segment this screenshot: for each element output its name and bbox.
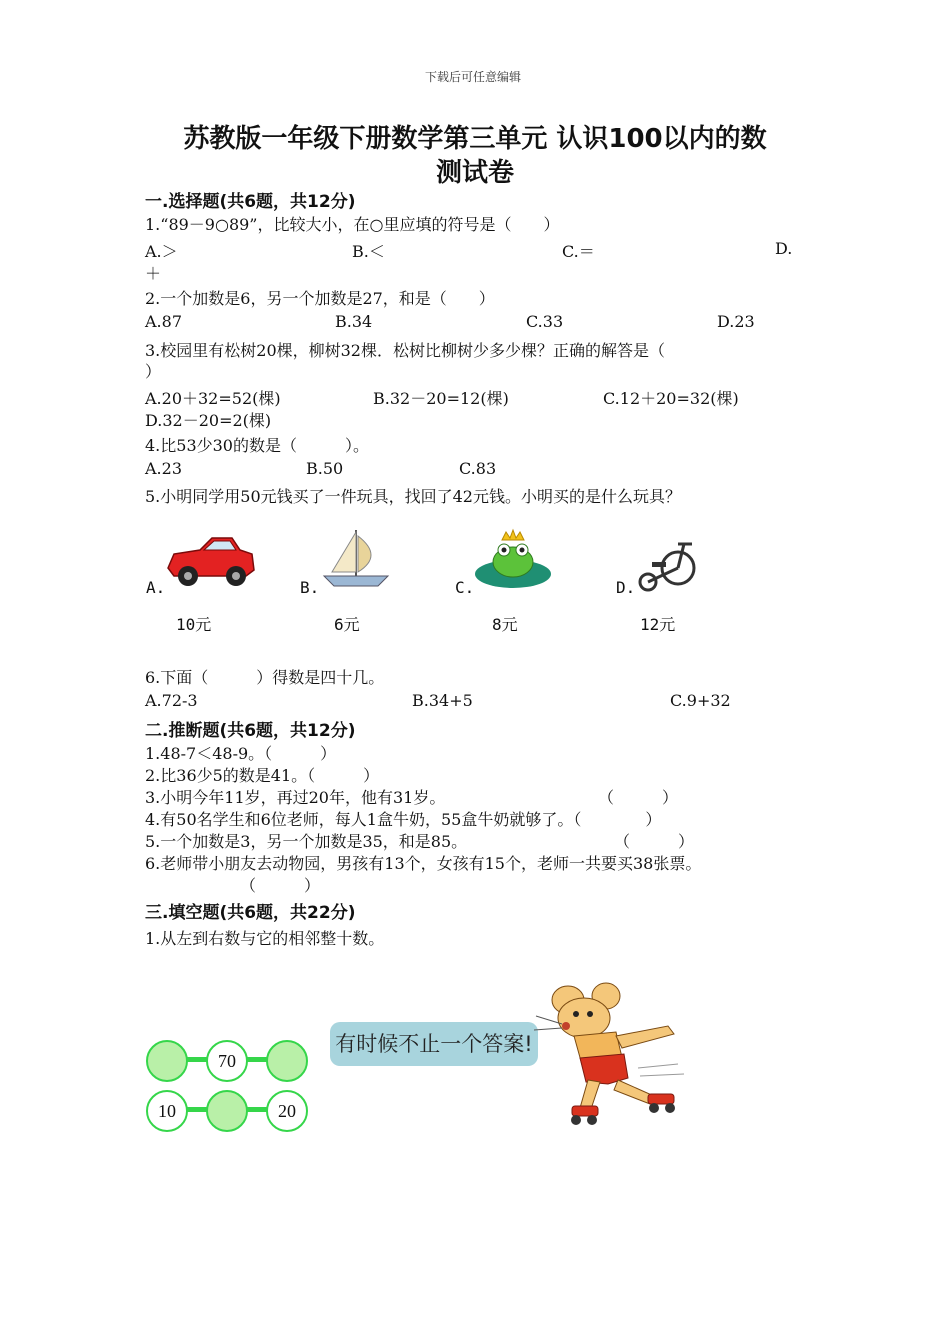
- q5-text: 5.小明同学用50元钱买了一件玩具，找回了42元钱。小明买的是什么玩具？: [145, 487, 681, 506]
- answer-circle-row1-left[interactable]: [146, 1040, 188, 1082]
- judge-item-4: 4.有50名学生和6位老师，每人1盒牛奶，55盒牛奶就够了。（ ）: [145, 810, 662, 829]
- page-title: 苏教版一年级下册数学第三单元 认识100以内的数: [183, 124, 767, 154]
- section2-title: 二.推断题(共6题，共12分): [145, 721, 356, 741]
- q5-item-b-label: B.: [300, 578, 320, 597]
- q6-option-b: B.34+5: [412, 691, 473, 710]
- q2-option-b: B.34: [335, 312, 373, 331]
- judge-item-3-paren: （ ）: [598, 788, 679, 807]
- number-circle-10: 10: [146, 1090, 188, 1132]
- q5-item-d-label: D.: [616, 578, 636, 597]
- q2-text: 2.一个加数是6，另一个加数是27，和是（ ）: [145, 289, 495, 308]
- q5-item-a-price: 10元: [176, 615, 212, 634]
- q5-item-c-label: C.: [455, 578, 475, 597]
- q1-option-c: C.＝: [562, 242, 595, 261]
- judge-item-6-paren: （ ）: [240, 876, 321, 895]
- q6-text: 6.下面（ ）得数是四十几。: [145, 668, 385, 687]
- judge-item-5: 5.一个加数是3，另一个加数是35，和是85。: [145, 832, 468, 851]
- q1-option-b: B.＜: [352, 242, 385, 261]
- answer-circle-row1-right[interactable]: [266, 1040, 308, 1082]
- q2-option-c: C.33: [526, 312, 564, 331]
- page-title-line2: 测试卷: [435, 158, 514, 188]
- header-note: 下载后可任意编辑: [425, 70, 522, 84]
- q2-option-d: D.23: [717, 312, 755, 331]
- q5-item-a-label: A.: [146, 578, 166, 597]
- q5-item-c-price: 8元: [492, 615, 518, 634]
- q3-option-d: D.32－20=2(棵): [145, 411, 272, 430]
- q6-option-a: A.72-3: [145, 691, 198, 710]
- frog-icon: [472, 528, 554, 592]
- judge-item-1: 1.48-7＜48-9。（ ）: [145, 744, 337, 763]
- q2-option-a: A.87: [145, 312, 182, 331]
- car-icon: [160, 530, 260, 592]
- q3-option-c: C.12＋20=32(棵): [603, 389, 739, 408]
- q6-option-c: C.9+32: [670, 691, 731, 710]
- number-circle-70: 70: [206, 1040, 248, 1082]
- q3-option-b: B.32－20=12(棵): [373, 389, 509, 408]
- section1-title: 一.选择题(共6题，共12分): [145, 192, 356, 212]
- answer-circle-row2-middle[interactable]: [206, 1090, 248, 1132]
- q4-option-b: B.50: [306, 459, 344, 478]
- q5-item-d-price: 12元: [640, 615, 676, 634]
- sailboat-icon: [318, 526, 394, 594]
- q3-text: 3.校园里有松树20棵，柳树32棵．松树比柳树少多少棵？正确的解答是（: [145, 341, 665, 360]
- q3-text-cont: ）: [145, 362, 162, 381]
- judge-item-3: 3.小明今年11岁，再过20年，他有31岁。: [145, 788, 446, 807]
- fill-q1-text: 1.从左到右数与它的相邻整十数。: [145, 929, 385, 948]
- judge-item-2: 2.比36少5的数是41。（ ）: [145, 766, 380, 785]
- section3-title: 三.填空题(共6题，共22分): [145, 903, 356, 923]
- q1-option-a: A.＞: [145, 242, 178, 261]
- q1-text: 1.“89－9○89”，比较大小，在○里应填的符号是（ ）: [145, 215, 560, 234]
- judge-item-6: 6.老师带小朋友去动物园，男孩有13个，女孩有15个，老师一共要买38张票。: [145, 854, 702, 873]
- q4-option-a: A.23: [145, 459, 182, 478]
- number-circle-20: 20: [266, 1090, 308, 1132]
- mouse-rollerskate-icon: [528, 972, 698, 1130]
- q4-text: 4.比53少30的数是（ ）。: [145, 436, 369, 455]
- judge-item-5-paren: （ ）: [614, 832, 695, 851]
- tricycle-icon: [634, 538, 710, 594]
- q4-option-c: C.83: [459, 459, 497, 478]
- q3-option-a: A.20＋32=52(棵): [145, 389, 281, 408]
- hint-bubble: 有时候不止一个答案!: [330, 1022, 538, 1066]
- q5-item-b-price: 6元: [334, 615, 360, 634]
- q1-option-d-value: ＋: [145, 264, 162, 283]
- q1-option-d: D.: [775, 239, 793, 258]
